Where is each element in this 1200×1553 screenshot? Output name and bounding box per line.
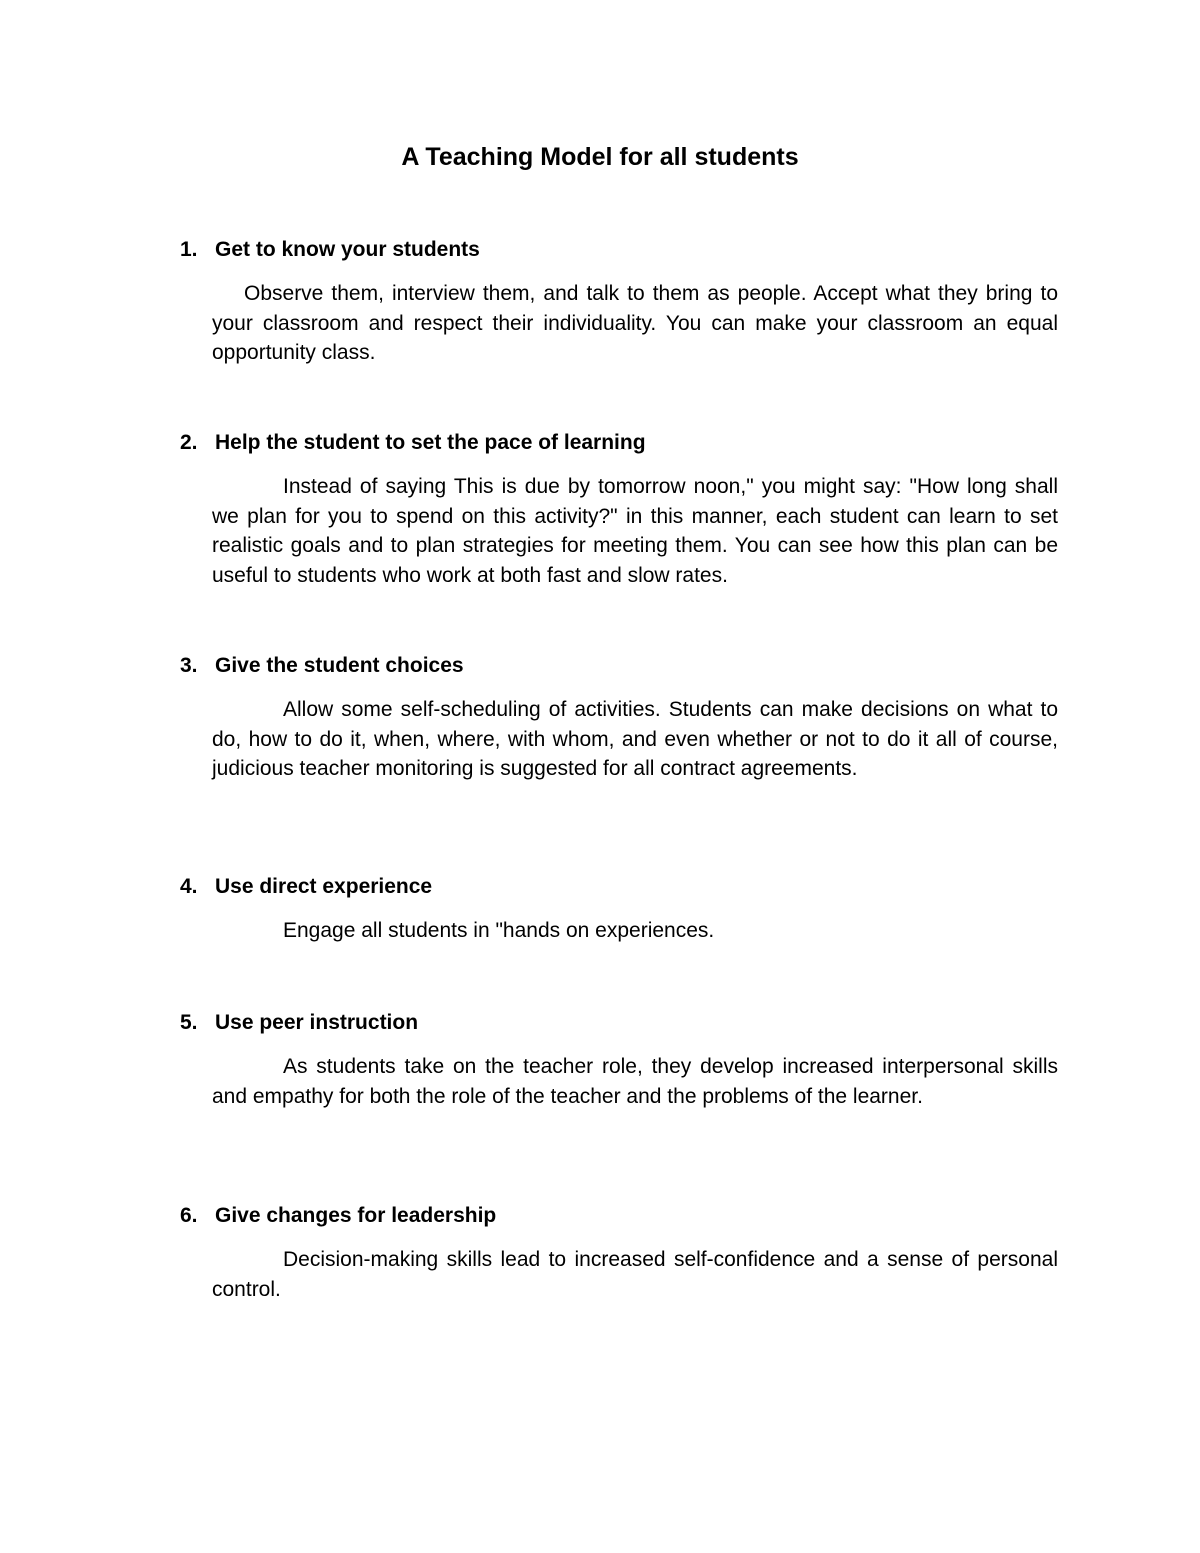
item-body: Allow some self-scheduling of activities. Students can make decisions on what to do, how to do it, when, where, with whom, and even whether or not to do it all of course, judicious teacher monitoring is suggested for all contract agreements.	[212, 698, 1058, 780]
item-heading-text: Use peer instruction	[215, 1011, 419, 1034]
item-body: Observe them, interview them, and talk to them as people. Accept what they bring to your classroom and respect their individuality. You can make your classroom an equal opportunity class.	[212, 282, 1058, 364]
item-heading-text: Give changes for leadership	[215, 1204, 497, 1227]
list-item	[180, 651, 1058, 784]
item-heading	[180, 872, 1058, 902]
list-item	[180, 1201, 1058, 1304]
item-heading	[180, 235, 1058, 265]
list-item	[180, 1008, 1058, 1111]
document-title: A Teaching Model for all students	[401, 143, 799, 171]
item-body: Engage all students in "hands on experiences.	[283, 919, 715, 942]
item-number: 6.	[180, 1204, 198, 1227]
item-heading	[180, 651, 1058, 681]
item-heading	[180, 428, 1058, 458]
item-number: 1.	[180, 238, 198, 261]
item-body: Decision-making skills lead to increased self-confidence and a sense of personal control.	[212, 1248, 1058, 1301]
list-item	[180, 872, 1058, 946]
item-heading-text: Use direct experience	[215, 875, 433, 898]
item-body: Instead of saying This is due by tomorrow noon," you might say: "How long shall we plan for you to spend on this activity?" in this manner, each student can learn to set realistic goals and to plan strategies for meeting them. You can see how this plan can be useful to students who work at both fast and slow rates.	[212, 475, 1058, 587]
item-heading-text: Give the student choices	[215, 654, 464, 677]
item-heading-text: Get to know your students	[215, 238, 480, 261]
list-item	[180, 428, 1058, 590]
item-number: 4.	[180, 875, 198, 898]
item-heading	[180, 1201, 1058, 1231]
item-body: As students take on the teacher role, they develop increased interpersonal skills and empathy for both the role of the teacher and the problems of the learner.	[212, 1055, 1058, 1108]
item-number: 2.	[180, 431, 198, 454]
item-heading-text: Help the student to set the pace of learning	[215, 431, 646, 454]
item-number: 3.	[180, 654, 198, 677]
item-heading	[180, 1008, 1058, 1038]
list-item	[180, 235, 1058, 368]
item-number: 5.	[180, 1011, 198, 1034]
